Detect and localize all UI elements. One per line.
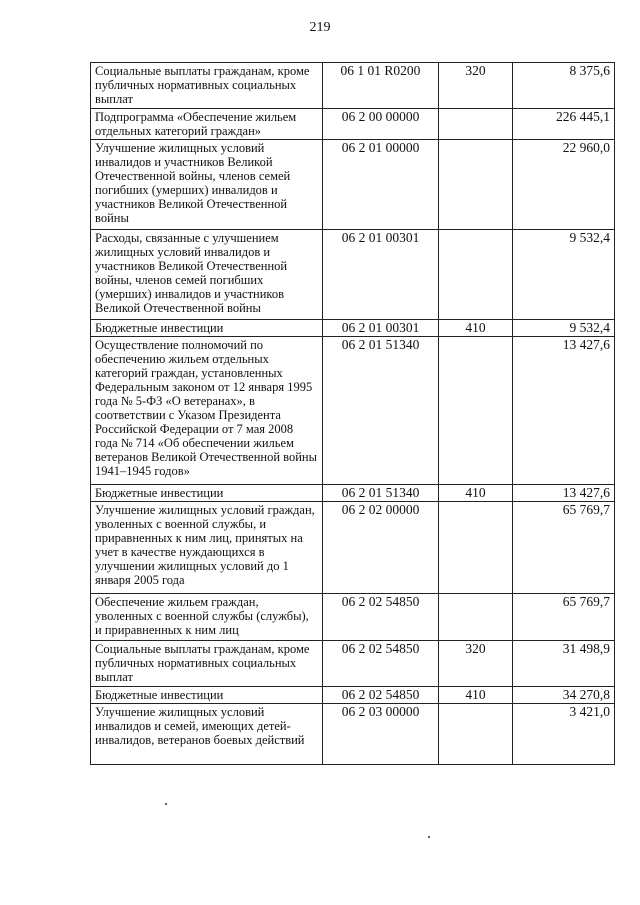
- row-expense-type: 410: [439, 320, 513, 337]
- table-row: [91, 230, 615, 320]
- table-row: [91, 594, 615, 641]
- row-expense-type: [439, 704, 513, 765]
- table-row: [91, 140, 615, 230]
- row-sum: 34 270,8: [513, 687, 615, 704]
- row-expense-type: [439, 502, 513, 594]
- row-expense-type: [439, 109, 513, 140]
- row-name: Подпрограмма «Обеспечение жильем отдельных категорий граждан»: [91, 109, 323, 140]
- row-name: Бюджетные инвестиции: [91, 320, 323, 337]
- row-sum: 8 375,6: [513, 63, 615, 109]
- table-row: [91, 641, 615, 687]
- row-sum: 13 427,6: [513, 485, 615, 502]
- row-code: 06 2 02 54850: [323, 641, 439, 687]
- row-sum: 13 427,6: [513, 337, 615, 485]
- table-row: [91, 63, 615, 109]
- row-code: 06 2 01 51340: [323, 337, 439, 485]
- table-row: [91, 704, 615, 765]
- row-expense-type: 410: [439, 485, 513, 502]
- row-expense-type: 320: [439, 63, 513, 109]
- scan-speck: [165, 803, 167, 805]
- table-row: [91, 320, 615, 337]
- table-row: [91, 502, 615, 594]
- row-name: Социальные выплаты гражданам, кроме публичных нормативных социальных выплат: [91, 641, 323, 687]
- row-name: Расходы, связанные с улучшением жилищных условий инвалидов и участников Великой Отечественной войны, членов семей погибших (умерших) инвалидов и участников Великой Отечественной войны: [91, 230, 323, 320]
- table-row: [91, 109, 615, 140]
- row-name: Социальные выплаты гражданам, кроме публичных нормативных социальных выплат: [91, 63, 323, 109]
- row-expense-type: 320: [439, 641, 513, 687]
- row-name: Улучшение жилищных условий граждан, уволенных с военной службы, и приравненных к ним лиц, принятых на учет в качестве нуждающихся в улучшении жилищных условий до 1 января 2005 года: [91, 502, 323, 594]
- row-expense-type: [439, 140, 513, 230]
- budget-table: [90, 62, 615, 765]
- table-body: [91, 63, 615, 765]
- row-code: 06 2 02 54850: [323, 687, 439, 704]
- row-expense-type: [439, 337, 513, 485]
- row-sum: 226 445,1: [513, 109, 615, 140]
- row-sum: 65 769,7: [513, 502, 615, 594]
- table-row: [91, 337, 615, 485]
- row-code: 06 2 01 00301: [323, 230, 439, 320]
- scan-speck: [428, 836, 430, 838]
- row-sum: 31 498,9: [513, 641, 615, 687]
- row-code: 06 2 01 51340: [323, 485, 439, 502]
- row-code: 06 2 02 54850: [323, 594, 439, 641]
- row-code: 06 1 01 R0200: [323, 63, 439, 109]
- row-name: Улучшение жилищных условий инвалидов и семей, имеющих детей-инвалидов, ветеранов боевых действий: [91, 704, 323, 765]
- row-expense-type: [439, 230, 513, 320]
- row-sum: 9 532,4: [513, 320, 615, 337]
- row-expense-type: 410: [439, 687, 513, 704]
- row-expense-type: [439, 594, 513, 641]
- table-row: [91, 687, 615, 704]
- row-name: Бюджетные инвестиции: [91, 687, 323, 704]
- row-sum: 3 421,0: [513, 704, 615, 765]
- row-name: Обеспечение жильем граждан, уволенных с военной службы (службы), и приравненных к ним лиц: [91, 594, 323, 641]
- row-code: 06 2 03 00000: [323, 704, 439, 765]
- row-name: Осуществление полномочий по обеспечению жильем отдельных категорий граждан, установленных Федеральным законом от 12 января 1995 года № 5-ФЗ «О ветеранах», в соответствии с Указом Президента Российской Федерации от 7 мая 2008 года № 714 «Об обеспечении жильем ветеранов Великой Отечественной войны 1941–1945 годов»: [91, 337, 323, 485]
- row-sum: 65 769,7: [513, 594, 615, 641]
- row-sum: 22 960,0: [513, 140, 615, 230]
- page-number: 219: [309, 20, 331, 35]
- table-row: [91, 485, 615, 502]
- row-name: Улучшение жилищных условий инвалидов и участников Великой Отечественной войны, членов семей погибших (умерших) инвалидов и участников Великой Отечественной войны: [91, 140, 323, 230]
- row-code: 06 2 02 00000: [323, 502, 439, 594]
- row-name: Бюджетные инвестиции: [91, 485, 323, 502]
- row-sum: 9 532,4: [513, 230, 615, 320]
- row-code: 06 2 00 00000: [323, 109, 439, 140]
- row-code: 06 2 01 00301: [323, 320, 439, 337]
- row-code: 06 2 01 00000: [323, 140, 439, 230]
